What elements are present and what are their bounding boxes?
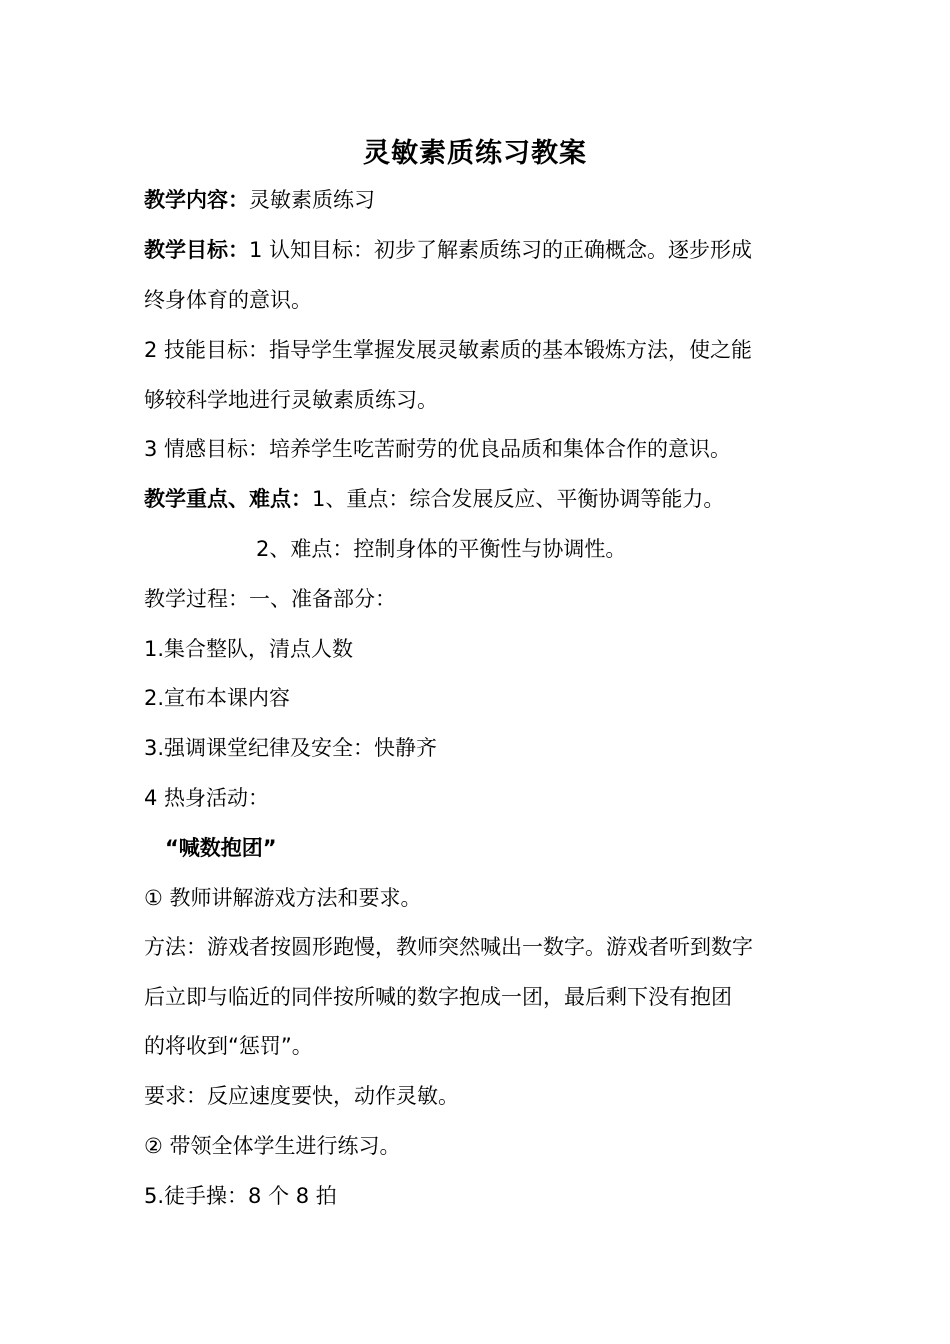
key-point-1: 1、重点：综合发展反应、平衡协调等能力。 (312, 487, 725, 511)
goal2-line: 2 技能目标：指导学生掌握发展灵敏素质的基本锻炼方法，使之能 (144, 338, 753, 362)
method-line-3: 的将收到“惩罚”。 (144, 1034, 313, 1058)
step-1: 1.集合整队，清点人数 (144, 637, 354, 661)
content-line (144, 185, 375, 215)
key-points-line (144, 484, 724, 514)
content-value: 灵敏素质练习 (249, 188, 375, 212)
goal3-line: 3 情感目标：培养学生吃苦耐劳的优良品质和集体合作的意识。 (144, 437, 732, 461)
step-2: 2.宣布本课内容 (144, 686, 291, 710)
step-3: 3.强调课堂纪律及安全：快静齐 (144, 736, 438, 760)
process-heading: 教学过程：一、准备部分： (144, 587, 396, 611)
key-points-label: 教学重点、难点： (144, 487, 312, 511)
content-label: 教学内容： (144, 188, 249, 212)
goal1-text: 1 认知目标：初步了解素质练习的正确概念。逐步形成 (249, 238, 753, 262)
document-title: 灵敏素质练习教案 (363, 138, 587, 169)
step-4: 4 热身活动： (144, 786, 270, 810)
goals-line (144, 235, 752, 265)
goal1-continuation: 终身体育的意识。 (144, 288, 312, 312)
goals-label: 教学目标： (144, 238, 249, 262)
game-item-1: ① 教师讲解游戏方法和要求。 (144, 886, 422, 910)
game-title: “喊数抱团” (165, 836, 277, 860)
method-line-1: 方法：游戏者按圆形跑慢，教师突然喊出一数字。游戏者听到数字 (144, 935, 753, 959)
step-5: 5.徒手操：8 个 8 拍 (144, 1184, 337, 1208)
game-item-2: ② 带领全体学生进行练习。 (144, 1134, 401, 1158)
requirement-line: 要求：反应速度要快，动作灵敏。 (144, 1084, 459, 1108)
method-line-2: 后立即与临近的同伴按所喊的数字抱成一团，最后剩下没有抱团 (144, 985, 732, 1009)
goal2-continuation: 够较科学地进行灵敏素质练习。 (144, 388, 438, 412)
key-point-2: 2、难点：控制身体的平衡性与协调性。 (256, 537, 627, 561)
